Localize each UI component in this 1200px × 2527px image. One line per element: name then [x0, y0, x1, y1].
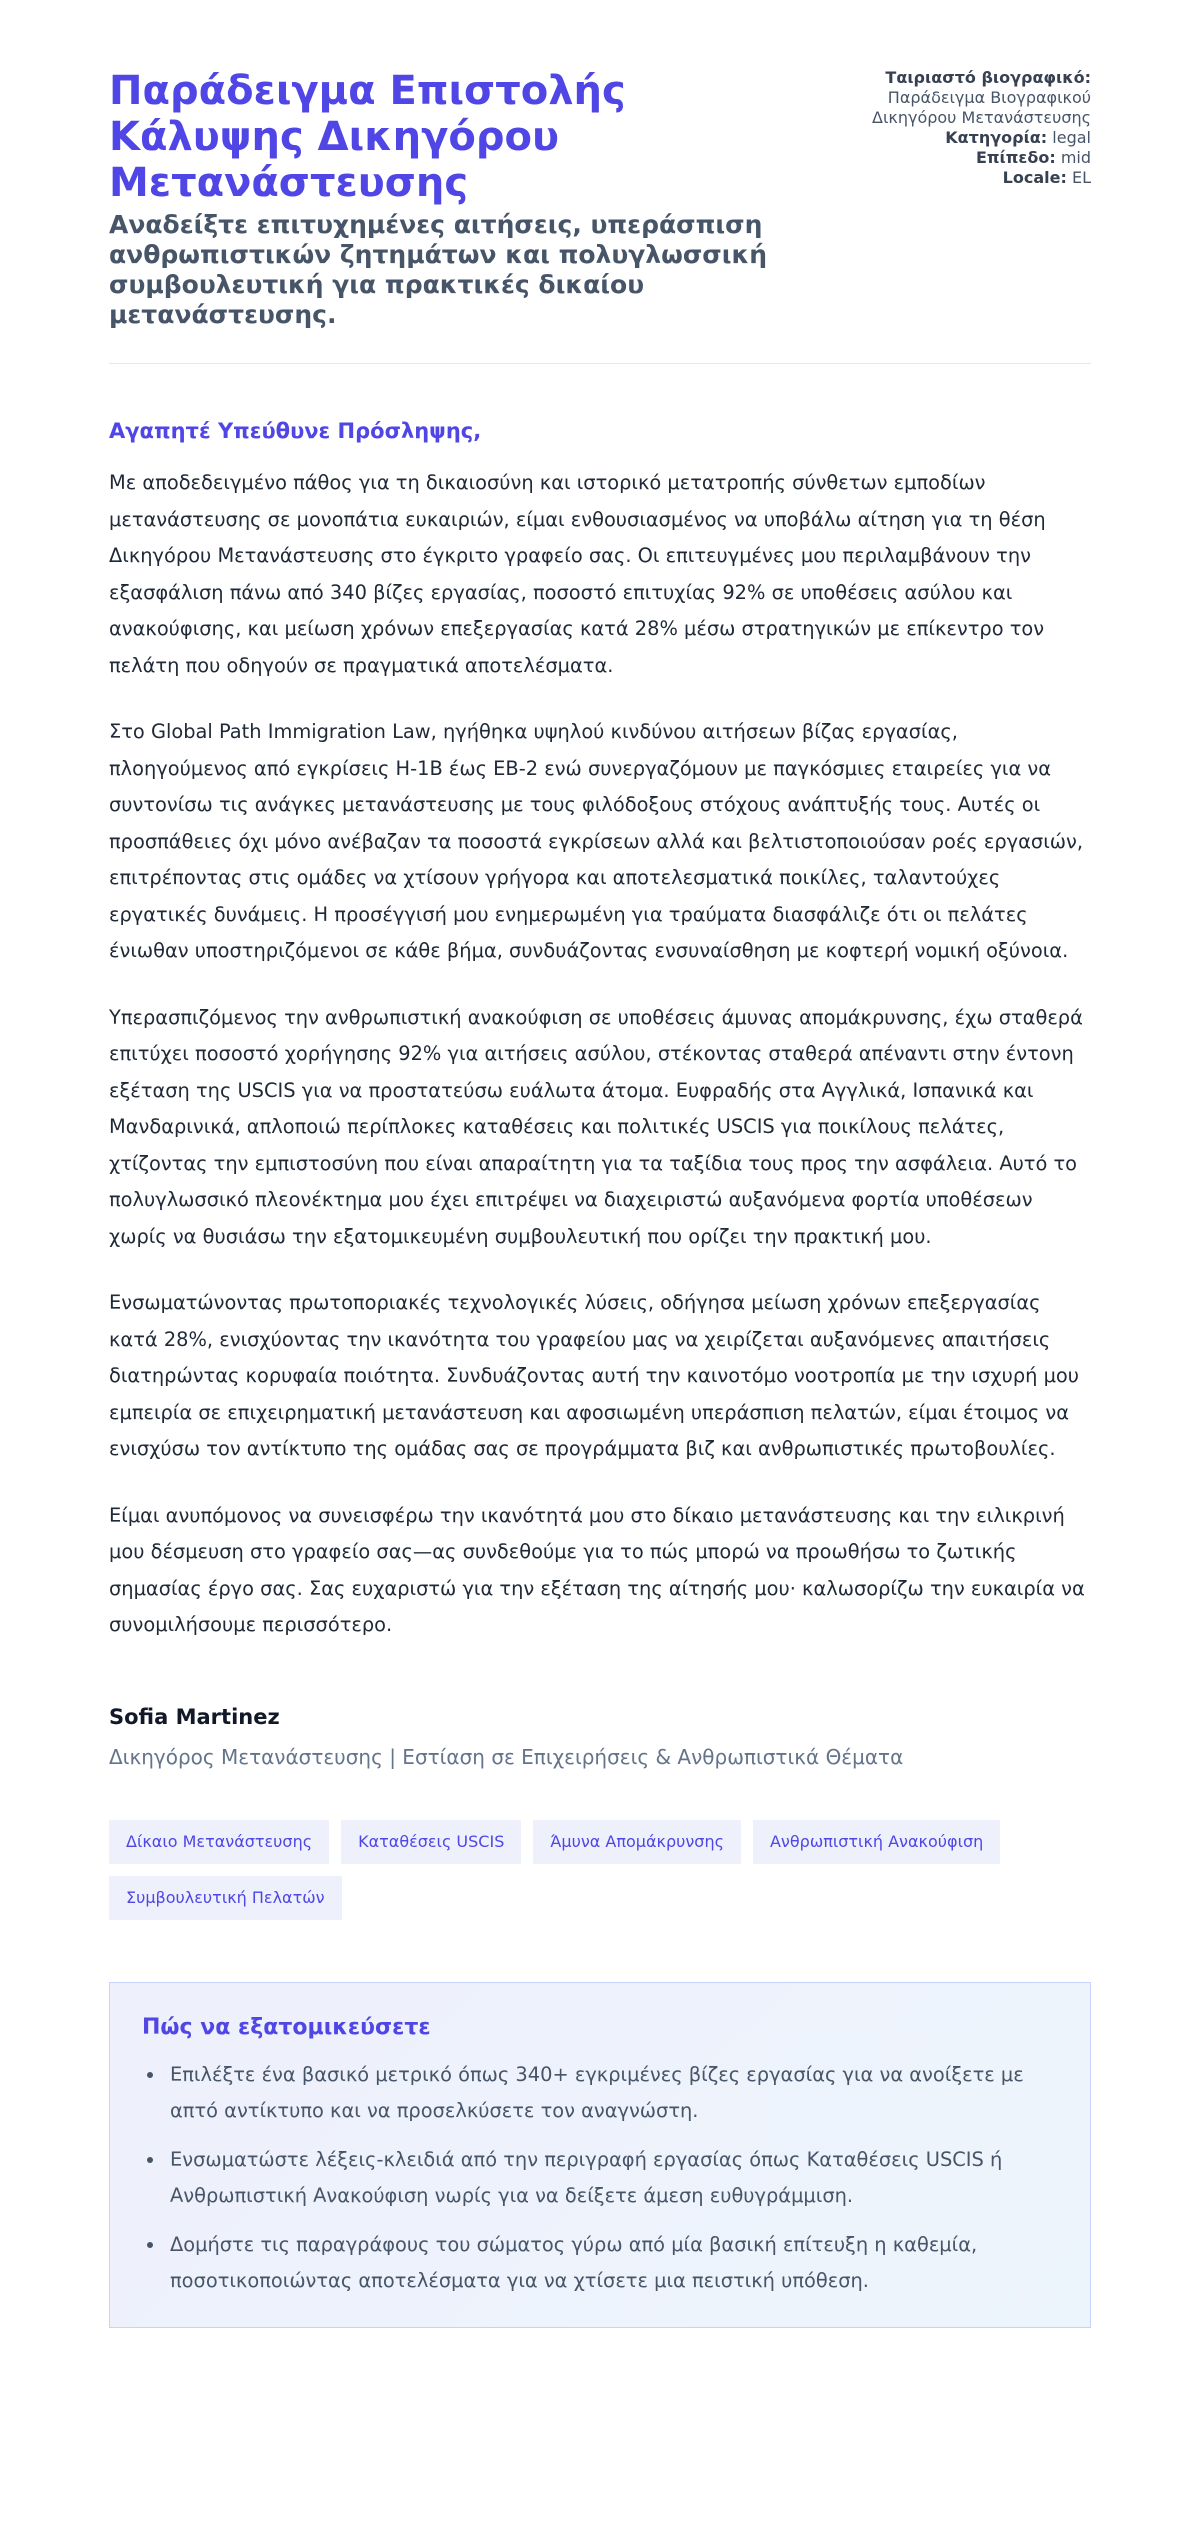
- meta-level-label: Επίπεδο:: [975, 148, 1056, 167]
- letter-paragraph: Με αποδεδειγμένο πάθος για τη δικαιοσύνη και ιστορικό μετατροπής σύνθετων εμποδίων μετανάστευσης σε μονοπάτια ευκαιριών, είμαι ενθουσιασμένος να υποβάλω αίτηση για τη θέση Δικηγόρου Μετανάστευσης στο έγκριτο γραφείο σας. Οι επιτευγμένες μου περιλαμβάνουν την εξασφάλιση πάνω από 340 βίζες εργασίας, ποσοστό επιτυχίας 92% σε υποθέσεις ασύλου και ανακούφισης, και μείωση χρόνων επεξεργασίας κατά 28% μέσω στρατηγικών με επίκεντρο τον πελάτη που οδηγούν σε πραγματικά αποτελέσματα.: [109, 471, 1046, 677]
- tip-item: • Δομήστε τις παραγράφους του σώματος γύρω από μία βασική επίτευξη η καθεμία, ποσοτικοποιώντας αποτελέσματα για να χτίσετε μια πειστική υπόθεση.: [166, 2227, 1058, 2299]
- header-titles: [109, 68, 799, 330]
- tip-item: • Ενσωματώστε λέξεις-κλειδιά από την περιγραφή εργασίας όπως Καταθέσεις USCIS ή Ανθρωπιστική Ανακούφιση νωρίς για να δείξετε άμεση ευθυγράμμιση.: [166, 2142, 1058, 2214]
- skill-tags: [109, 1820, 1091, 1920]
- page-subtitle: Αναδείξτε επιτυχημένες αιτήσεις, υπεράσπιση ανθρωπιστικών ζητημάτων και πολυγλωσσική συμβουλευτική για πρακτικές δικαίου μετανάστευσης.: [109, 210, 768, 329]
- meta-locale-value: EL: [1071, 168, 1091, 187]
- meta-level: [841, 148, 1091, 168]
- letter-paragraph: Είμαι ανυπόμονος να συνεισφέρω την ικανότητά μου στο δίκαιο μετανάστευσης και την ειλικρινή μου δέσμευση στο γραφείο σας—ας συνδεθούμε για το πώς μπορώ να προωθήσω το ζωτικής σημασίας έργο σας. Σας ευχαριστώ για την εξέταση της αίτησής μου· καλωσορίζω την ευκαιρία να συνομιλήσουμε περισσότερο.: [109, 1503, 1085, 1636]
- skill-tag: Ανθρωπιστική Ανακούφιση: [753, 1820, 1000, 1864]
- skill-tag: Δίκαιο Μετανάστευσης: [109, 1820, 329, 1864]
- meta-level-value: mid: [1060, 148, 1091, 167]
- meta-locale: [841, 168, 1091, 188]
- meta-resume-label: Ταιριαστό βιογραφικό:: [885, 68, 1091, 87]
- letter-body: [109, 465, 1091, 1644]
- tip-item: • Επιλέξτε ένα βασικό μετρικό όπως 340+ εγκριμένες βίζες εργασίας για να ανοίξετε με απτό αντίκτυπο και να προσελκύσετε τον αναγνώστη.: [166, 2057, 1058, 2129]
- meta-category-value: legal: [1052, 128, 1091, 147]
- letter-paragraph: Στο Global Path Immigration Law, ηγήθηκα υψηλού κινδύνου αιτήσεων βίζας εργασίας, πλοηγούμενος από εγκρίσεις H-1B έως EB-2 ενώ συνεργαζόμουν με παγκόσμιες εταιρείες για να συντονίσω τις ανάγκες μετανάστευσης με τους φιλόδοξους στόχους ανάπτυξής τους. Αυτές οι προσπάθειες όχι μόνο ανέβαζαν τα ποσοστά εγκρίσεων αλλά και βελτιστοποιούσαν ροές εργασιών, επιτρέποντας στις ομάδες να χτίσουν γρήγορα και αποτελεσματικά ποικίλες, ταλαντούχες εργατικές δυνάμεις. Η προσέγγισή μου ενημερωμένη για τραύματα διασφάλιζε ότι οι πελάτες ένιωθαν υποστηριζόμενοι σε κάθε βήμα, συνδυάζοντας ενσυναίσθηση με κοφτερή νομική οξύνοια.: [109, 720, 1084, 962]
- page-title: Παράδειγμα Επιστολής Κάλυψης Δικηγόρου Μετανάστευσης: [109, 68, 626, 206]
- letter-paragraph: Ενσωματώνοντας πρωτοποριακές τεχνολογικές λύσεις, οδήγησα μείωση χρόνων επεξεργασίας κατά 28%, ενισχύοντας την ικανότητα του γραφείου μας να χειρίζεται αυξανόμενες απαιτήσεις διατηρώντας κορυφαία ποιότητα. Συνδυάζοντας αυτή την καινοτόμο νοοτροπία με την ισχυρή μου εμπειρία σε επιχειρηματική μετανάστευση και αφοσιωμένη υπεράσπιση πελατών, είμαι έτοιμος να ενισχύσω τον αντίκτυπο της ομάδας σας σε προγράμματα βιζ και ανθρωπιστικές πρωτοβουλίες.: [109, 1291, 1080, 1460]
- skill-tag: Συμβουλευτική Πελατών: [109, 1876, 342, 1920]
- tips-list: [142, 2057, 1058, 2299]
- letter-paragraph: Υπερασπιζόμενος την ανθρωπιστική ανακούφιση σε υποθέσεις άμυνας απομάκρυνσης, έχω σταθερά επιτύχει ποσοστό χορήγησης 92% για αιτήσεις ασύλου, στέκοντας σταθερά απέναντι στην έντονη εξέταση της USCIS για να προστατεύσω ευάλωτα άτομα. Ευφραδής στα Αγγλικά, Ισπανικά και Μανδαρινικά, απλοποιώ περίπλοκες καταθέσεις και πολιτικές USCIS για ποικίλους πελάτες, χτίζοντας την εμπιστοσύνη που είναι απαραίτητη για τα ταξίδια τους προς την ασφάλεια. Αυτό το πολυγλωσσικό πλεονέκτημα μου έχει επιτρέψει να διαχειριστώ αυξανόμενα φορτία υποθέσεων χωρίς να θυσιάσω την εξατομικευμένη συμβουλευτική που ορίζει την πρακτική μου.: [109, 1005, 1083, 1248]
- skill-tag: Καταθέσεις USCIS: [341, 1820, 521, 1864]
- meta-panel: [841, 68, 1091, 188]
- meta-resume: [841, 68, 1091, 128]
- skill-tag: Άμυνα Απομάκρυνσης: [533, 1820, 741, 1864]
- meta-resume-value[interactable]: Παράδειγμα Βιογραφικού Δικηγόρου Μετανάστευσης: [872, 88, 1091, 127]
- meta-category: [841, 128, 1091, 148]
- customization-tips-box: [109, 1982, 1091, 2328]
- tips-title: Πώς να εξατομικεύσετε: [142, 2014, 431, 2040]
- signature-title: Δικηγόρος Μετανάστευσης | Εστίαση σε Επιχειρήσεις & Ανθρωπιστικά Θέματα: [109, 1744, 904, 1769]
- signature-name: Sofia Martinez: [109, 1704, 280, 1729]
- meta-locale-label: Locale:: [1002, 168, 1067, 187]
- meta-category-label: Κατηγορία:: [945, 128, 1048, 147]
- signature-block: [109, 1702, 1091, 1772]
- page-header: [109, 68, 1091, 364]
- letter-greeting: Αγαπητέ Υπεύθυνε Πρόσληψης,: [109, 419, 482, 443]
